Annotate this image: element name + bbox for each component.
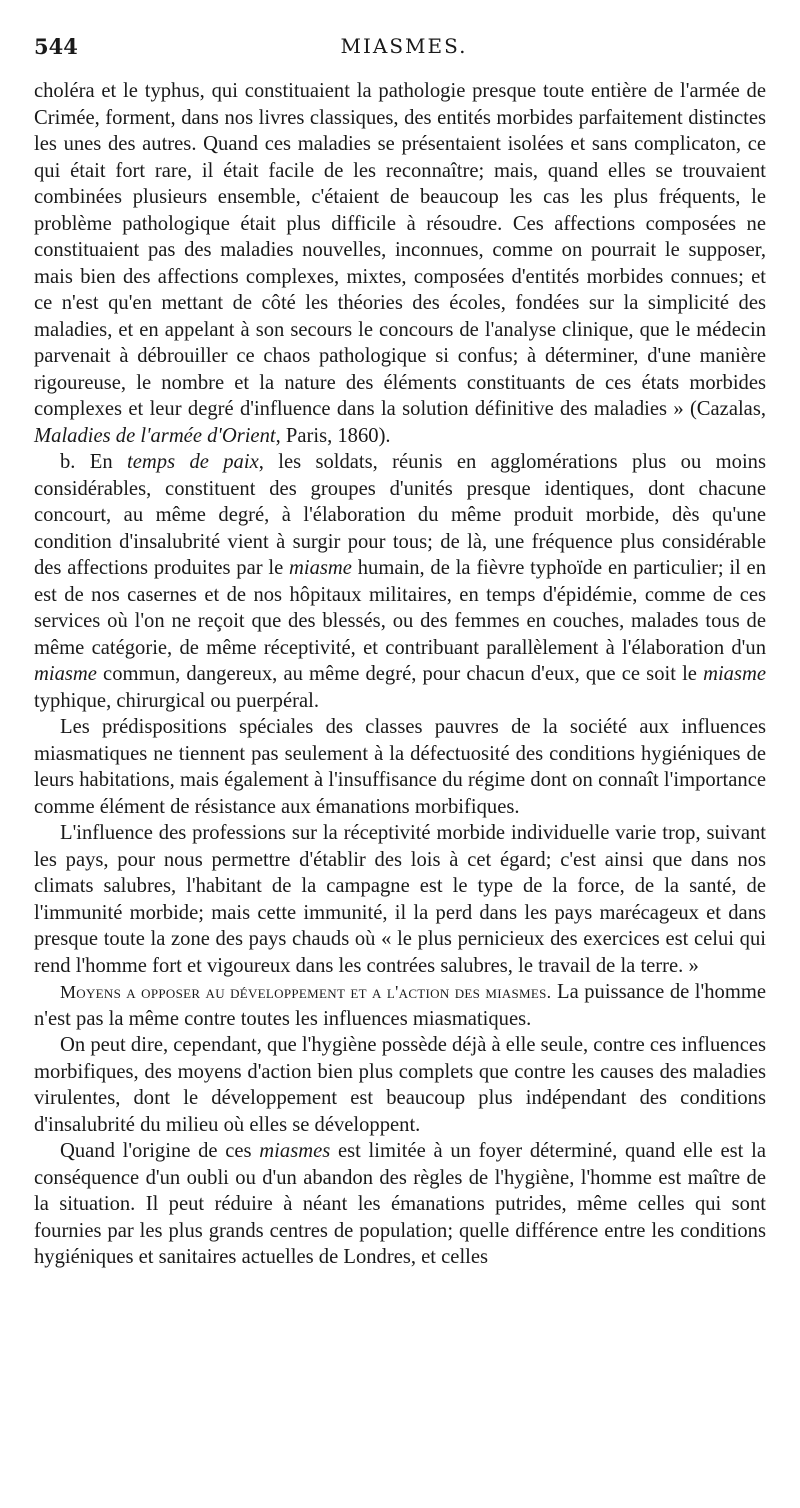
italic-term: temps de paix [127, 451, 259, 473]
paragraph-classes-pauvres [34, 714, 766, 820]
text-run: est limitée à un foyer déterminé, quand elle est la conséquence d'un oubli ou d'un abandon des règles de l'hygiène, l'homme est maître de la situation. Il peut réduire à néant les émanations putrides, même celles qui sont fournies par les plus grands centres de population; quelle différence entre les conditions hygiéniques et sanitaires actuelles de Londres, et celles [34, 1140, 766, 1268]
text-run: , Paris, 1860). [275, 424, 391, 447]
italic-term: miasme [34, 663, 97, 685]
paragraph-moyens-section [34, 979, 766, 1032]
text-run: La puissance de l'homme n'est pas la même contre toutes les influences miasmatiques. [34, 981, 766, 1030]
text-run: choléra et le typhus, qui constituaient la pathologie presque toute entière de l'armée de Crimée, forment, dans nos livres classiques, des entités morbides parfaitement distinctes les unes des autres. Quand ces maladies se présentaient isolées et sans complicaton, ce qui était fort rare, il était facile de les reconnaître; mais, quand elles se trouvaient combinées plusieurs ensemble, c'étaient de beaucoup les cas les plus fréquents, le problème pathologique était plus difficile à résoudre. Ces affections composées ne constituaient pas des maladies nouvelles, inconnues, comme on pourrait le supposer, mais bien des affections complexes, mixtes, composées d'entités morbides connues; et ce n'est qu'en mettant de côté les théories des écoles, fondées sur la simplicité des maladies, et en appelant à son secours le concours de l'analyse clinique, que le médecin parvenait à débrouiller ce chaos pathologique si confus; à déterminer, d'une manière rigoureuse, le nombre et la nature des éléments constituants de ces états morbides complexes et leur degré d'influence dans la solution définitive des maladies » (Cazalas, [34, 80, 766, 420]
italic-term: miasme [703, 663, 766, 685]
text-run: b. En [60, 451, 128, 473]
page-number: 544 [34, 34, 78, 59]
text-run: On peut dire, cependant, que l'hygiène possède déjà à elle seule, contre ces influences morbifiques, des moyens d'action bien plus complets que contre les causes des maladies virulentes, dont le développement est beaucoup plus indépendant des conditions d'insalubrité du milieu où elles se développent. [34, 1034, 766, 1136]
text-run: Quand l'origine de ces [60, 1140, 260, 1162]
text-run: L'influence des professions sur la réceptivité morbide individuelle varie trop, suivant les pays, pour nous permettre d'établir des lois à cet égard; c'est ainsi que dans nos climats salubres, l'habitant de la campagne est le type de la force, de la santé, de l'immunité morbide; mais cette immunité, il la perd dans les pays marécageux et dans presque toute la zone des pays chauds où « le plus pernicieux des exercices est celui qui rend l'homme fort et vigoureux dans les contrées salubres, le travail de la terre. » [34, 822, 766, 977]
text-run: , les soldats, réunis en agglomérations plus ou moins considérables, constituent des groupes d'unités presque identiques, dont chacune concourt, au même degré, à l'élaboration du même produit morbide, dès qu'une condition d'insalubrité vient à surgir pour tous; de là, une fréquence plus considérable des affections produites par le [34, 451, 766, 579]
italic-term: miasme [289, 557, 352, 579]
text-run: typhique, chirurgical ou puerpéral. [34, 689, 319, 712]
paragraph-hygiene [34, 1032, 766, 1138]
text-run: humain, de la fièvre typhoïde en particulier; il en est de nos casernes et de nos hôpitaux militaires, en temps d'épidémie, comme de ces services où l'on ne reçoit que des blessés, ou des femmes en couches, malades tous de même catégorie, de même réceptivité, et contribuant parallèlement à l'élaboration d'un [34, 557, 766, 659]
italic-citation-title: Maladies de l'armée d'Orient [34, 424, 276, 447]
text-run: commun, dangereux, au même degré, pour chacun d'eux, que ce soit le [96, 663, 704, 685]
section-heading: Moyens a opposer au développement et a l'action des miasmes. [60, 982, 552, 1002]
paragraph-origine-miasmes [34, 1138, 766, 1271]
paragraph-temps-de-paix [34, 449, 766, 714]
page-header [34, 34, 774, 64]
body-text [34, 78, 766, 1271]
paragraph-professions [34, 820, 766, 979]
text-run: Les prédispositions spéciales des classes pauvres de la société aux influences miasmatiques ne tiennent pas seulement à la défectuosité des conditions hygiéniques de leurs habitations, mais également à l'insuffisance du régime dont on connaît l'importance comme élément de résistance aux émanations morbifiques. [34, 716, 766, 818]
running-head: MIASMES. [340, 34, 468, 58]
italic-term: miasmes [259, 1140, 331, 1162]
paragraph-cholera-typhus [34, 78, 766, 449]
